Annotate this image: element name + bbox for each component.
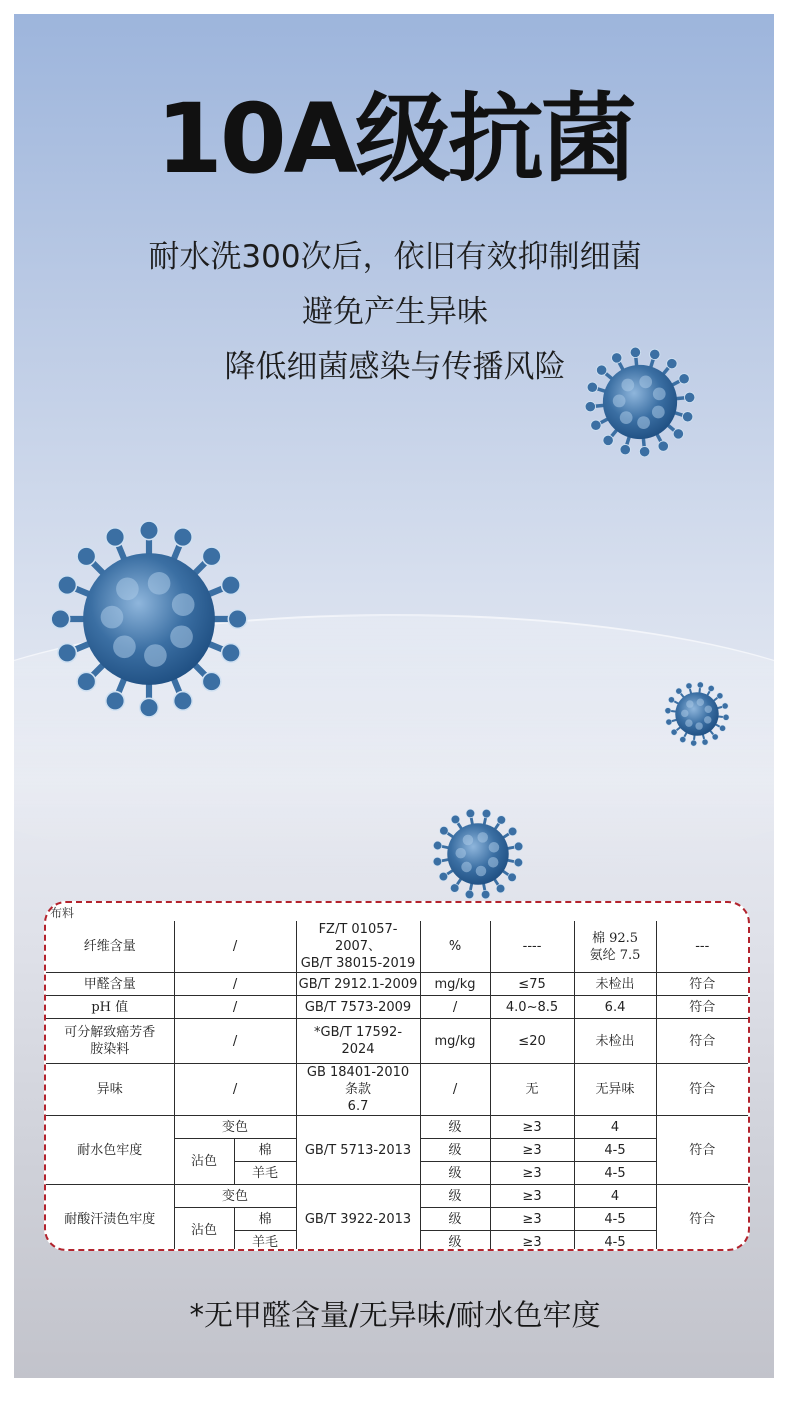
item-cell: 异味 xyxy=(46,1064,174,1116)
unit-cell: 级 xyxy=(420,1231,490,1252)
limit-cell: ≤75 xyxy=(490,973,574,996)
color-change-cell: 变色 xyxy=(174,1116,296,1139)
verdict-cell: 符合 xyxy=(656,1019,748,1064)
item-cell: 耐酸汗渍色牢度 xyxy=(46,1185,174,1252)
unit-cell: mg/kg xyxy=(420,973,490,996)
limit-cell: ≥3 xyxy=(490,1208,574,1231)
unit-cell: mg/kg xyxy=(420,1019,490,1064)
standard-line-1: GB 18401-2010 条款 xyxy=(306,1065,410,1097)
result-cell: 4 xyxy=(574,1185,656,1208)
requirement-cell: / xyxy=(174,973,296,996)
result-cell: 无异味 xyxy=(574,1064,656,1116)
verdict-cell: 符合 xyxy=(656,973,748,996)
unit-cell: 级 xyxy=(420,1185,490,1208)
result-cell: 未检出 xyxy=(574,1019,656,1064)
item-cell: 甲醛含量 xyxy=(46,973,174,996)
subtitle-line-1: 耐水洗300次后，依旧有效抑制细菌 xyxy=(148,239,642,275)
standard-cell xyxy=(296,1064,420,1116)
virus-icon xyxy=(663,680,731,748)
table-row xyxy=(46,1064,748,1116)
staining-cell: 沾色 xyxy=(174,1208,234,1252)
unit-cell: 级 xyxy=(420,1162,490,1185)
test-results-panel xyxy=(44,901,750,1251)
table-row xyxy=(46,1019,748,1064)
result-cell: 4 xyxy=(574,1116,656,1139)
standard-line-2: 6.7 xyxy=(347,1099,369,1114)
result-cell: 4-5 xyxy=(574,1231,656,1252)
item-line-2: 胺染料 xyxy=(90,1042,130,1057)
table-row xyxy=(46,1185,748,1208)
table-row xyxy=(46,921,748,973)
result-line-1: 棉 92.5 xyxy=(591,930,639,946)
verdict-cell: 符合 xyxy=(656,996,748,1019)
limit-cell: ≥3 xyxy=(490,1116,574,1139)
verdict-cell: 符合 xyxy=(656,1185,748,1252)
unit-cell: 级 xyxy=(420,1139,490,1162)
standard-cell: *GB/T 17592-2024 xyxy=(296,1019,420,1064)
table-row xyxy=(46,973,748,996)
limit-cell: ---- xyxy=(490,921,574,973)
item-cell: pH 值 xyxy=(46,996,174,1019)
result-line-2: 氨纶 7.5 xyxy=(589,947,641,963)
virus-icon xyxy=(430,806,526,902)
cotton-cell: 棉 xyxy=(234,1208,296,1231)
result-cell: 6.4 xyxy=(574,996,656,1019)
limit-cell: 4.0~8.5 xyxy=(490,996,574,1019)
standard-line-2: GB/T 38015-2019 xyxy=(300,956,416,971)
wool-cell: 羊毛 xyxy=(234,1231,296,1252)
unit-cell: 级 xyxy=(420,1208,490,1231)
test-results-table xyxy=(46,921,748,1251)
limit-cell: ≤20 xyxy=(490,1019,574,1064)
limit-cell: ≥3 xyxy=(490,1231,574,1252)
table-label: 布料 xyxy=(50,906,75,920)
standard-cell: GB/T 2912.1-2009 xyxy=(296,973,420,996)
cotton-cell: 棉 xyxy=(234,1139,296,1162)
item-line-1: 可分解致癌芳香 xyxy=(64,1025,156,1040)
table-row xyxy=(46,1116,748,1139)
limit-cell: ≥3 xyxy=(490,1185,574,1208)
unit-cell: / xyxy=(420,996,490,1019)
standard-cell xyxy=(296,921,420,973)
color-change-cell: 变色 xyxy=(174,1185,296,1208)
result-cell: 4-5 xyxy=(574,1162,656,1185)
standard-cell: GB/T 5713-2013 xyxy=(296,1116,420,1185)
result-cell: 4-5 xyxy=(574,1139,656,1162)
item-cell xyxy=(46,1019,174,1064)
limit-cell: ≥3 xyxy=(490,1139,574,1162)
requirement-cell: / xyxy=(174,996,296,1019)
result-cell: 未检出 xyxy=(574,973,656,996)
subtitle-line-3: 降低细菌感染与传播风险 xyxy=(224,349,566,385)
standard-cell: GB/T 7573-2009 xyxy=(296,996,420,1019)
standard-line-1: FZ/T 01057-2007、 xyxy=(318,922,398,954)
standard-cell: GB/T 3922-2013 xyxy=(296,1185,420,1252)
staining-cell: 沾色 xyxy=(174,1139,234,1185)
item-cell: 耐水色牢度 xyxy=(46,1116,174,1185)
unit-cell: / xyxy=(420,1064,490,1116)
limit-cell: ≥3 xyxy=(490,1162,574,1185)
requirement-cell: / xyxy=(174,921,296,973)
page-title: 10A级抗菌 xyxy=(156,83,634,195)
table-row xyxy=(46,996,748,1019)
item-cell: 纤维含量 xyxy=(46,921,174,973)
virus-icon xyxy=(46,516,252,722)
verdict-cell: 符合 xyxy=(656,1116,748,1185)
requirement-cell: / xyxy=(174,1064,296,1116)
footer-note: *无甲醛含量/无异味/耐水色牢度 xyxy=(189,1298,601,1332)
wool-cell: 羊毛 xyxy=(234,1162,296,1185)
requirement-cell: / xyxy=(174,1019,296,1064)
verdict-cell: --- xyxy=(656,921,748,973)
virus-icon xyxy=(582,344,698,460)
unit-cell: 级 xyxy=(420,1116,490,1139)
result-cell xyxy=(574,921,656,973)
unit-cell: % xyxy=(420,921,490,973)
verdict-cell: 符合 xyxy=(656,1064,748,1116)
result-cell: 4-5 xyxy=(574,1208,656,1231)
subtitle-line-2: 避免产生异味 xyxy=(302,294,488,330)
limit-cell: 无 xyxy=(490,1064,574,1116)
